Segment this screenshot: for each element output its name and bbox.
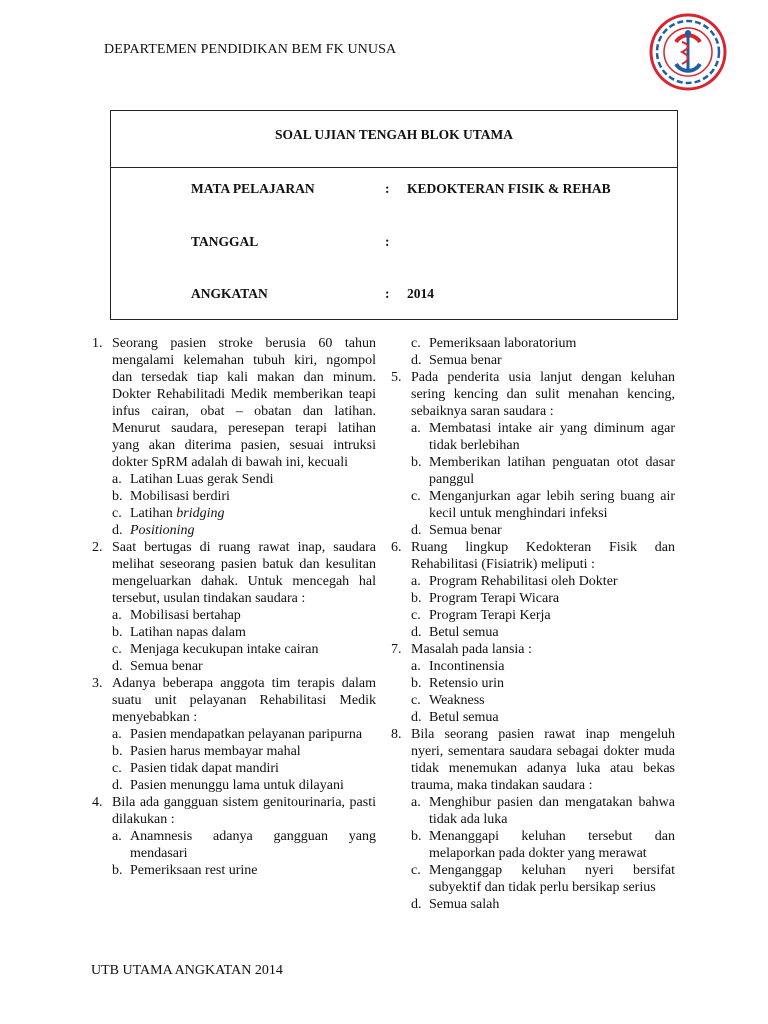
question-1: [92, 335, 376, 539]
question-number: 4.: [92, 795, 103, 810]
option-c: c. Latihan bridging: [112, 506, 225, 521]
option-c: c. Program Terapi Kerja: [411, 608, 551, 623]
option-a: a. Anamnesis adanya gangguan yang mendasari: [112, 829, 376, 861]
question-number: 2.: [92, 540, 103, 555]
option-a: a. Membatasi intake air yang diminum agar tidak berlebihan: [411, 421, 675, 453]
option-b: b. Menanggapi keluhan tersebut dan melaporkan pada dokter yang merawat: [411, 829, 675, 861]
option-c: c. Menganggap keluhan nyeri bersifat subyektif dan tidak perlu bersikap serius: [411, 863, 675, 895]
question-4-continued: [391, 335, 675, 369]
question-number: 1.: [92, 336, 103, 351]
option-c: c. Pasien tidak dapat mandiri: [112, 761, 279, 776]
option-d: d. Positioning: [112, 523, 195, 538]
question-stem: Saat bertugas di ruang rawat inap, saudara melihat seseorang pasien batuk dan kesulitan mengeluarkan dahak. Untuk mencegah hal tersebut, usulan tindakan saudara :: [112, 540, 376, 606]
option-b: b. Latihan napas dalam: [112, 625, 246, 640]
title-divider: [111, 167, 677, 168]
meta-label: TANGGAL: [191, 234, 259, 249]
exam-title: SOAL UJIAN TENGAH BLOK UTAMA: [274, 127, 514, 142]
option-a: a. Menghibur pasien dan mengatakan bahwa tidak ada luka: [411, 795, 675, 827]
questions-right-column: [391, 335, 675, 913]
question-stem: Masalah pada lansia :: [411, 642, 532, 657]
option-b: b. Retensio urin: [411, 676, 505, 691]
question-5: [391, 369, 675, 539]
meta-label: ANGKATAN: [191, 286, 268, 301]
page-footer: UTB UTAMA ANGKATAN 2014: [91, 963, 283, 978]
meta-colon: :: [385, 286, 390, 301]
question-stem: Bila seorang pasien rawat inap mengeluh nyeri, sementara saudara sebagai dokter muda tidak menemukan adanya luka atau bekas trauma, maka tindakan saudara :: [411, 727, 675, 793]
option-c: c. Menganjurkan agar lebih sering buang air kecil untuk menghindari infeksi: [411, 489, 675, 521]
faculty-logo-icon: [642, 12, 734, 92]
question-stem: Bila ada gangguan sistem genitourinaria, pasti dilakukan :: [112, 795, 376, 827]
option-a: a. Pasien mendapatkan pelayanan paripurna: [112, 727, 363, 742]
question-number: 8.: [391, 727, 402, 742]
option-d: d. Betul semua: [411, 625, 499, 640]
option-a: a. Latihan Luas gerak Sendi: [112, 472, 274, 487]
question-number: 6.: [391, 540, 402, 555]
option-d: d. Semua benar: [411, 353, 502, 368]
question-stem: Adanya beberapa anggota tim terapis dalam suatu unit pelayanan Rehabilitasi Medik menyebabkan :: [112, 676, 376, 725]
option-b: b. Program Terapi Wicara: [411, 591, 560, 606]
question-stem: Seorang pasien stroke berusia 60 tahun mengalami kelemahan tubuh kiri, ngompol dan tersedak tiap kali makan dan minum. Dokter Rehabilitadi Medik memberikan teapi infus cairan, obat – obatan dan latihan. Menurut saudara, peresepan terapi latihan yang akan diterima pasien, sesuai intruksi dokter SpRM adalah di bawah ini, kecuali: [112, 336, 376, 470]
option-a: a. Program Rehabilitasi oleh Dokter: [411, 574, 618, 589]
option-c: c. Pemeriksaan laboratorium: [411, 336, 577, 351]
option-d: d. Pasien menunggu lama untuk dilayani: [112, 778, 344, 793]
meta-value: 2014: [407, 286, 434, 301]
question-4: [92, 794, 376, 879]
question-3: [92, 675, 376, 794]
exam-info-box: [110, 110, 678, 320]
question-8: [391, 726, 675, 913]
questions-left-column: [92, 335, 376, 879]
option-d: d. Semua benar: [411, 523, 502, 538]
question-7: [391, 641, 675, 726]
department-name: DEPARTEMEN PENDIDIKAN BEM FK UNUSA: [104, 42, 397, 57]
meta-colon: :: [385, 234, 390, 249]
question-stem: Ruang lingkup Kedokteran Fisik dan Rehabilitasi (Fisiatrik) meliputi :: [411, 540, 675, 572]
question-2: [92, 539, 376, 675]
option-d: d. Betul semua: [411, 710, 499, 725]
question-number: 5.: [391, 370, 402, 385]
option-b: b. Pemeriksaan rest urine: [112, 863, 258, 878]
option-b: b. Pasien harus membayar mahal: [112, 744, 301, 759]
meta-value: KEDOKTERAN FISIK & REHAB: [407, 181, 611, 196]
option-a: a. Mobilisasi bertahap: [112, 608, 241, 623]
option-b: b. Memberikan latihan penguatan otot dasar panggul: [411, 455, 675, 487]
option-d: d. Semua salah: [411, 897, 500, 912]
meta-colon: :: [385, 181, 390, 196]
question-number: 3.: [92, 676, 103, 691]
question-number: 7.: [391, 642, 402, 657]
question-stem: Pada penderita usia lanjut dengan keluhan sering kencing dan sulit menahan kencing, sebaiknya saran saudara :: [411, 370, 675, 419]
option-d: d. Semua benar: [112, 659, 203, 674]
option-c: c. Menjaga kecukupan intake cairan: [112, 642, 319, 657]
option-b: b. Mobilisasi berdiri: [112, 489, 230, 504]
question-6: [391, 539, 675, 641]
option-a: a. Incontinensia: [411, 659, 505, 674]
meta-label: MATA PELAJARAN: [191, 181, 315, 196]
option-c: c. Weakness: [411, 693, 485, 708]
